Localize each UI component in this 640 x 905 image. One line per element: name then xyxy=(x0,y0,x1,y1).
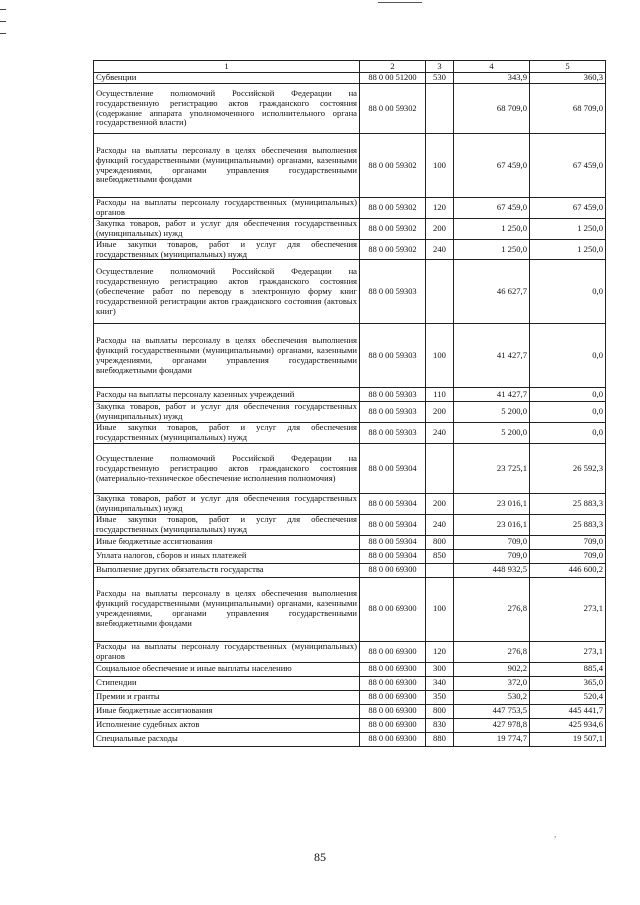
row-value-col5: 67 459,0 xyxy=(530,134,606,198)
row-code-cell: 88 0 00 59302 xyxy=(360,84,426,134)
table-row xyxy=(94,84,606,134)
row-code-cell: 88 0 00 69300 xyxy=(360,563,426,577)
row-value-col5: 709,0 xyxy=(530,549,606,563)
row-value-col5: 0,0 xyxy=(530,324,606,388)
row-value-col4: 67 459,0 xyxy=(454,134,530,198)
row-vr-cell: 120 xyxy=(426,198,454,219)
table-row xyxy=(94,218,606,239)
row-value-col5: 25 883,3 xyxy=(530,494,606,515)
row-vr-cell: 100 xyxy=(426,134,454,198)
header-cell: 3 xyxy=(426,61,454,73)
row-value-col5: 0,0 xyxy=(530,402,606,423)
row-code-cell: 88 0 00 69300 xyxy=(360,704,426,718)
margin-mark xyxy=(0,21,6,22)
header-cell: 4 xyxy=(454,61,530,73)
row-code-cell: 88 0 00 59304 xyxy=(360,444,426,494)
row-name-cell: Осуществление полномочий Российской Федерации на государственную регистрацию актов гражданского состояния (материально-техническое обеспечение исполнения полномочия) xyxy=(94,444,360,494)
row-code-cell: 88 0 00 69300 xyxy=(360,732,426,746)
row-code-cell: 88 0 00 69300 xyxy=(360,718,426,732)
row-value-col4: 530,2 xyxy=(454,690,530,704)
row-name-cell: Иные закупки товаров, работ и услуг для обеспечения государственных (муниципальных) нужд xyxy=(94,514,360,535)
row-value-col5: 446 600,2 xyxy=(530,563,606,577)
row-name-cell: Закупка товаров, работ и услуг для обеспечения государственных (муниципальных) нужд xyxy=(94,402,360,423)
row-name-cell: Иные закупки товаров, работ и услуг для обеспечения государственных (муниципальных) нужд xyxy=(94,423,360,444)
row-value-col5: 0,0 xyxy=(530,423,606,444)
table-row xyxy=(94,676,606,690)
table-row xyxy=(94,388,606,402)
row-name-cell: Стипендии xyxy=(94,676,360,690)
row-code-cell: 88 0 00 59304 xyxy=(360,494,426,515)
row-name-cell: Расходы на выплаты персоналу в целях обеспечения выполнения функций государственными (муниципальными) органами, казенными учреждениями, органами управления государственными внебюджетными фондами xyxy=(94,577,360,641)
row-value-col5: 1 250,0 xyxy=(530,239,606,260)
row-value-col4: 68 709,0 xyxy=(454,84,530,134)
row-name-cell: Субвенции xyxy=(94,73,360,84)
row-value-col4: 447 753,5 xyxy=(454,704,530,718)
table-row xyxy=(94,662,606,676)
row-vr-cell: 530 xyxy=(426,73,454,84)
row-name-cell: Закупка товаров, работ и услуг для обеспечения государственных (муниципальных) нужд xyxy=(94,218,360,239)
row-value-col4: 19 774,7 xyxy=(454,732,530,746)
row-value-col5: 26 592,3 xyxy=(530,444,606,494)
row-code-cell: 88 0 00 59303 xyxy=(360,324,426,388)
row-value-col5: 67 459,0 xyxy=(530,198,606,219)
row-value-col4: 902,2 xyxy=(454,662,530,676)
row-value-col4: 5 200,0 xyxy=(454,402,530,423)
row-value-col5: 520,4 xyxy=(530,690,606,704)
row-code-cell: 88 0 00 69300 xyxy=(360,690,426,704)
row-name-cell: Выполнение других обязательств государства xyxy=(94,563,360,577)
row-code-cell: 88 0 00 59302 xyxy=(360,218,426,239)
row-value-col5: 360,3 xyxy=(530,73,606,84)
row-code-cell: 88 0 00 69300 xyxy=(360,577,426,641)
stray-mark: , xyxy=(554,829,557,839)
row-vr-cell: 200 xyxy=(426,494,454,515)
row-value-col5: 365,0 xyxy=(530,676,606,690)
row-code-cell: 88 0 00 59302 xyxy=(360,239,426,260)
table-row xyxy=(94,324,606,388)
row-value-col4: 343,9 xyxy=(454,73,530,84)
row-value-col4: 709,0 xyxy=(454,549,530,563)
row-name-cell: Иные закупки товаров, работ и услуг для обеспечения государственных (муниципальных) нужд xyxy=(94,239,360,260)
row-value-col5: 445 441,7 xyxy=(530,704,606,718)
row-vr-cell: 800 xyxy=(426,704,454,718)
row-vr-cell: 120 xyxy=(426,641,454,662)
row-code-cell: 88 0 00 69300 xyxy=(360,676,426,690)
row-vr-cell: 240 xyxy=(426,423,454,444)
table-row xyxy=(94,260,606,324)
row-value-col4: 41 427,7 xyxy=(454,324,530,388)
row-value-col5: 25 883,3 xyxy=(530,514,606,535)
header-row xyxy=(94,61,606,73)
row-value-col4: 427 978,8 xyxy=(454,718,530,732)
row-name-cell: Расходы на выплаты персоналу государственных (муниципальных) органов xyxy=(94,641,360,662)
row-name-cell: Премии и гранты xyxy=(94,690,360,704)
row-vr-cell: 830 xyxy=(426,718,454,732)
header-cell: 5 xyxy=(530,61,606,73)
row-value-col5: 19 507,1 xyxy=(530,732,606,746)
row-name-cell: Специальные расходы xyxy=(94,732,360,746)
row-vr-cell: 200 xyxy=(426,402,454,423)
row-value-col5: 885,4 xyxy=(530,662,606,676)
row-name-cell: Расходы на выплаты персоналу казенных учреждений xyxy=(94,388,360,402)
table-row xyxy=(94,641,606,662)
row-vr-cell xyxy=(426,84,454,134)
row-vr-cell: 240 xyxy=(426,239,454,260)
row-vr-cell: 300 xyxy=(426,662,454,676)
row-name-cell: Иные бюджетные ассигнования xyxy=(94,535,360,549)
row-vr-cell: 340 xyxy=(426,676,454,690)
margin-mark xyxy=(0,9,6,10)
row-value-col5: 425 934,6 xyxy=(530,718,606,732)
budget-table xyxy=(93,60,606,747)
row-value-col4: 1 250,0 xyxy=(454,218,530,239)
row-vr-cell xyxy=(426,563,454,577)
row-name-cell: Осуществление полномочий Российской Федерации на государственную регистрацию актов гражданского состояния (обеспечение работ по переводу в электронную форму книг государственной регистрации актов гражданского состояния (актовых книг) xyxy=(94,260,360,324)
row-vr-cell: 240 xyxy=(426,514,454,535)
row-vr-cell: 880 xyxy=(426,732,454,746)
table-row xyxy=(94,402,606,423)
row-value-col5: 1 250,0 xyxy=(530,218,606,239)
row-code-cell: 88 0 00 59304 xyxy=(360,514,426,535)
table-row xyxy=(94,577,606,641)
row-value-col4: 46 627,7 xyxy=(454,260,530,324)
row-value-col5: 273,1 xyxy=(530,641,606,662)
page-number: 85 xyxy=(314,850,326,864)
table-row xyxy=(94,563,606,577)
table-row xyxy=(94,704,606,718)
row-code-cell: 88 0 00 51200 xyxy=(360,73,426,84)
row-name-cell: Уплата налогов, сборов и иных платежей xyxy=(94,549,360,563)
table-row xyxy=(94,134,606,198)
row-code-cell: 88 0 00 59303 xyxy=(360,260,426,324)
row-vr-cell: 100 xyxy=(426,577,454,641)
row-vr-cell: 200 xyxy=(426,218,454,239)
row-code-cell: 88 0 00 69300 xyxy=(360,662,426,676)
table-row xyxy=(94,514,606,535)
table-row xyxy=(94,732,606,746)
table-row xyxy=(94,239,606,260)
row-value-col5: 709,0 xyxy=(530,535,606,549)
table-row xyxy=(94,494,606,515)
row-value-col4: 5 200,0 xyxy=(454,423,530,444)
row-code-cell: 88 0 00 59304 xyxy=(360,549,426,563)
row-name-cell: Осуществление полномочий Российской Федерации на государственную регистрацию актов гражданского состояния (содержание аппарата уполномоченного исполнительного органа государственной власти) xyxy=(94,84,360,134)
table-row xyxy=(94,535,606,549)
row-vr-cell: 800 xyxy=(426,535,454,549)
table-row xyxy=(94,423,606,444)
table-row xyxy=(94,198,606,219)
row-vr-cell xyxy=(426,260,454,324)
row-value-col4: 23 725,1 xyxy=(454,444,530,494)
row-name-cell: Расходы на выплаты персоналу в целях обеспечения выполнения функций государственными (муниципальными) органами, казенными учреждениями, органами управления государственными внебюджетными фондами xyxy=(94,324,360,388)
header-cell: 1 xyxy=(94,61,360,73)
row-code-cell: 88 0 00 59303 xyxy=(360,388,426,402)
row-name-cell: Закупка товаров, работ и услуг для обеспечения государственных (муниципальных) нужд xyxy=(94,494,360,515)
row-value-col4: 67 459,0 xyxy=(454,198,530,219)
row-code-cell: 88 0 00 59304 xyxy=(360,535,426,549)
row-name-cell: Исполнение судебных актов xyxy=(94,718,360,732)
row-value-col4: 23 016,1 xyxy=(454,494,530,515)
table-row xyxy=(94,549,606,563)
row-value-col4: 1 250,0 xyxy=(454,239,530,260)
row-value-col4: 41 427,7 xyxy=(454,388,530,402)
margin-mark xyxy=(0,33,6,34)
row-vr-cell: 100 xyxy=(426,324,454,388)
row-value-col5: 68 709,0 xyxy=(530,84,606,134)
row-vr-cell xyxy=(426,444,454,494)
row-value-col4: 23 016,1 xyxy=(454,514,530,535)
row-code-cell: 88 0 00 59303 xyxy=(360,423,426,444)
row-code-cell: 88 0 00 59302 xyxy=(360,198,426,219)
table-row xyxy=(94,718,606,732)
table-row xyxy=(94,690,606,704)
header-cell: 2 xyxy=(360,61,426,73)
row-value-col5: 0,0 xyxy=(530,388,606,402)
row-code-cell: 88 0 00 69300 xyxy=(360,641,426,662)
row-name-cell: Социальное обеспечение и иные выплаты населению xyxy=(94,662,360,676)
row-value-col4: 448 932,5 xyxy=(454,563,530,577)
row-value-col5: 0,0 xyxy=(530,260,606,324)
row-vr-cell: 110 xyxy=(426,388,454,402)
row-vr-cell: 350 xyxy=(426,690,454,704)
row-name-cell: Расходы на выплаты персоналу в целях обеспечения выполнения функций государственными (муниципальными) органами, казенными учреждениями, органами управления государственными внебюджетными фондами xyxy=(94,134,360,198)
row-value-col4: 276,8 xyxy=(454,577,530,641)
row-name-cell: Иные бюджетные ассигнования xyxy=(94,704,360,718)
table-row xyxy=(94,73,606,84)
row-vr-cell: 850 xyxy=(426,549,454,563)
row-value-col4: 709,0 xyxy=(454,535,530,549)
row-value-col4: 372,0 xyxy=(454,676,530,690)
table-row xyxy=(94,444,606,494)
row-value-col4: 276,8 xyxy=(454,641,530,662)
row-name-cell: Расходы на выплаты персоналу государственных (муниципальных) органов xyxy=(94,198,360,219)
row-code-cell: 88 0 00 59302 xyxy=(360,134,426,198)
row-code-cell: 88 0 00 59303 xyxy=(360,402,426,423)
top-rule xyxy=(378,2,422,3)
row-value-col5: 273,1 xyxy=(530,577,606,641)
